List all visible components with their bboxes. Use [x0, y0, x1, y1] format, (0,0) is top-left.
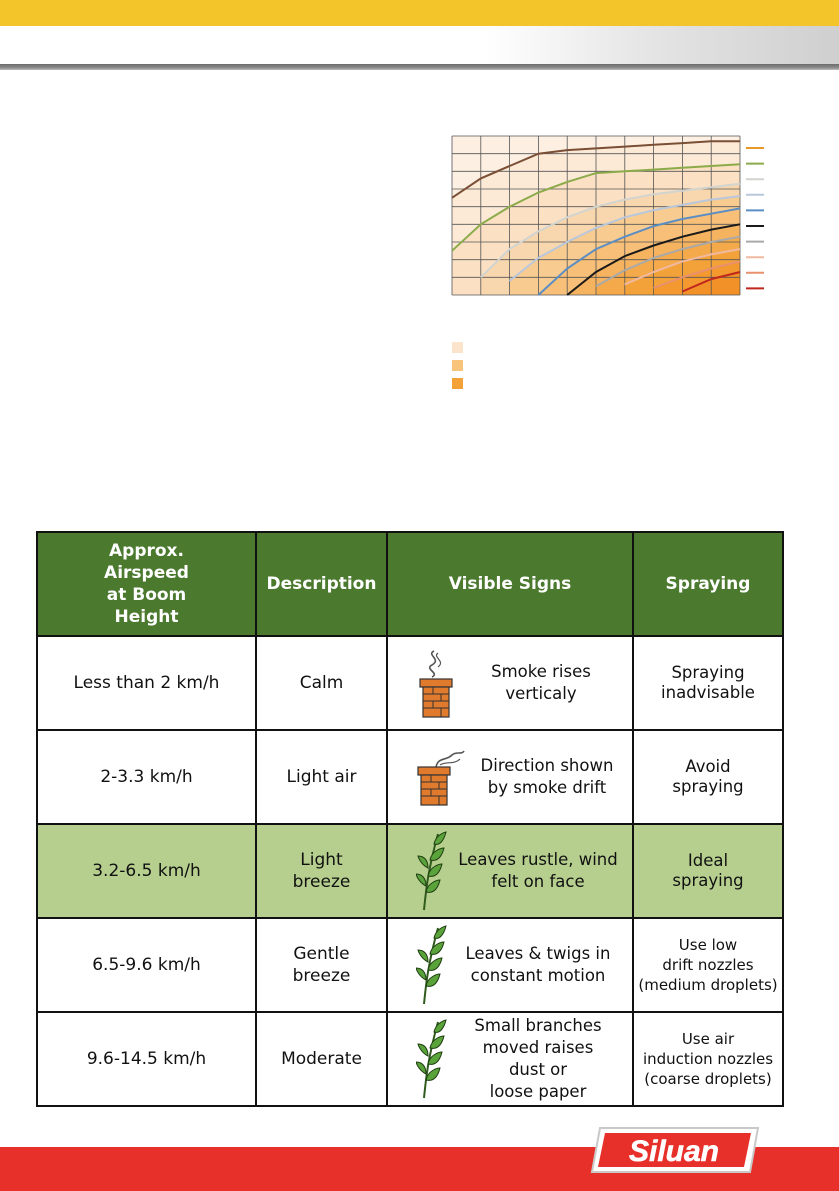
table-header-row	[37, 532, 783, 636]
header-visible-signs: Visible Signs	[387, 532, 633, 636]
header-rule	[0, 64, 839, 70]
description-cell: Light breeze	[256, 824, 387, 918]
airspeed-cell: Less than 2 km/h	[37, 636, 256, 730]
table-row	[37, 918, 783, 1012]
drift-chart	[438, 128, 778, 398]
header-spraying: Spraying	[633, 532, 783, 636]
chart-zone-legend-swatch	[452, 342, 463, 353]
header-band	[0, 26, 839, 64]
table-row	[37, 1012, 783, 1106]
description-cell: Light air	[256, 730, 387, 824]
airspeed-cell: 3.2-6.5 km/h	[37, 824, 256, 918]
wind-spraying-table	[36, 531, 784, 1107]
spraying-cell: Spraying inadvisable	[633, 636, 783, 730]
visible-signs-cell: Leaves rustle, wind felt on face	[387, 824, 633, 918]
chart-zone-legend-swatch	[452, 360, 463, 371]
siluan-logo	[586, 1124, 764, 1176]
visible-signs-cell: Direction shown by smoke drift	[387, 730, 633, 824]
header-airspeed: Approx. Airspeed at Boom Height	[37, 532, 256, 636]
chimney-smoke-drift-icon	[416, 747, 468, 807]
top-accent-bar	[0, 0, 839, 26]
visible-signs-cell: Small branches moved raises dust or loose paper	[387, 1012, 633, 1106]
spraying-cell: Ideal spraying	[633, 824, 783, 918]
header-description: Description	[256, 532, 387, 636]
table-row	[37, 730, 783, 824]
table-row	[37, 824, 783, 918]
leaves-icon	[416, 1018, 450, 1100]
airspeed-cell: 2-3.3 km/h	[37, 730, 256, 824]
description-cell: Calm	[256, 636, 387, 730]
visible-signs-cell: Leaves & twigs in constant motion	[387, 918, 633, 1012]
airspeed-cell: 6.5-9.6 km/h	[37, 918, 256, 1012]
description-cell: Gentle breeze	[256, 918, 387, 1012]
leaves-icon	[416, 924, 450, 1006]
leaves-icon	[416, 830, 450, 912]
description-cell: Moderate	[256, 1012, 387, 1106]
spraying-cell: Use low drift nozzles (medium droplets)	[633, 918, 783, 1012]
chart-zone-legend-swatch	[452, 378, 463, 389]
svg-text:Siluan: Siluan	[628, 1135, 720, 1168]
table-row	[37, 636, 783, 730]
chimney-smoke-rising-icon	[416, 647, 456, 719]
visible-signs-cell: Smoke rises verticaly	[387, 636, 633, 730]
spraying-cell: Use air induction nozzles (coarse droplets)	[633, 1012, 783, 1106]
spraying-cell: Avoid spraying	[633, 730, 783, 824]
airspeed-cell: 9.6-14.5 km/h	[37, 1012, 256, 1106]
